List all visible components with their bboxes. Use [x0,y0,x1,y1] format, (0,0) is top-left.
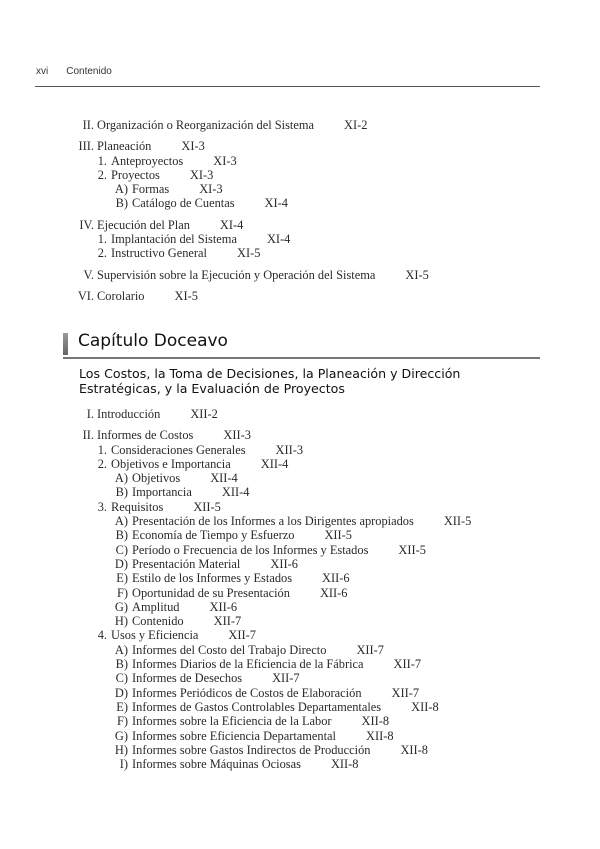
toc-entry[interactable] [0,514,600,528]
toc-entry-marker: C) [115,671,128,686]
toc-entry-page: XI-2 [344,118,368,132]
toc-entry-label: Oportunidad de su Presentación [132,585,290,600]
toc-entry[interactable] [0,586,600,600]
toc-entry-marker: A) [114,471,128,486]
toc-entry-marker: B) [115,485,128,500]
chapter-marker-bar [63,333,68,355]
toc-entry-label: Informes del Costo del Trabajo Directo [132,642,327,657]
toc-entry-label: Objetivos [132,471,181,486]
toc-entry-marker: II. [82,428,94,443]
toc-entry-label: Informes de Desechos [132,671,243,686]
chapter-title: Capítulo Doceavo [78,331,228,351]
toc-entry-page: XI-3 [189,167,214,182]
toc-entry[interactable] [0,168,600,182]
toc-entry-marker: E) [116,571,128,586]
toc-entry[interactable] [0,700,600,714]
toc-entry-label: Formas [132,182,170,197]
toc-entry[interactable] [0,196,600,210]
toc-entry-label: Supervisión sobre la Ejecución y Operación del Sistema [97,267,376,282]
toc-entry-page: XII-8 [330,757,359,772]
toc-entry-page: XII-5 [398,542,426,557]
toc-entry[interactable] [0,557,600,571]
toc-entry-label: Contenido [132,614,184,629]
toc-entry-label: Importancia [132,485,192,500]
toc-entry[interactable] [0,289,600,303]
toc-entry[interactable] [0,671,600,685]
toc-entry[interactable] [0,154,600,168]
toc-entry-text [132,657,421,671]
toc-entry-marker: B) [115,528,128,543]
toc-entry-marker: 1. [97,232,107,247]
toc-entry-label: Informes de Costos [97,428,194,443]
toc-entry-marker: 3. [97,499,107,514]
toc-entry-label: Informes sobre la Eficiencia de la Labor [132,714,332,729]
toc-entry-page: XII-5 [443,514,472,529]
toc-entry-marker: H) [114,742,128,757]
toc-entry-text [132,543,426,557]
toc-entry-text [111,443,303,457]
toc-entry[interactable] [0,471,600,485]
toc-entry-marker: B) [115,657,128,672]
toc-entry-text [132,571,350,585]
toc-entry-page: XII-6 [322,571,350,586]
toc-entry[interactable] [0,686,600,700]
toc-entry-page: XI-4 [266,232,291,247]
toc-entry[interactable] [0,543,600,557]
toc-entry-label: Anteproyectos [111,153,184,168]
toc-entry-label: Corolario [97,288,145,303]
toc-entry-marker: 1. [97,153,107,168]
toc-entry-page: XII-2 [190,407,218,421]
toc-entry-marker: D) [114,685,128,700]
toc-entry-text [132,514,471,528]
toc-entry[interactable] [0,182,600,196]
toc-entry-text [111,246,260,260]
toc-entry[interactable] [0,232,600,246]
toc-entry[interactable] [0,457,600,471]
toc-entry[interactable] [0,268,600,282]
toc-entry-text [132,614,241,628]
toc-entry-label: Usos y Eficiencia [111,628,199,643]
toc-entry[interactable] [0,428,600,442]
toc-entry[interactable] [0,643,600,657]
toc-entry[interactable] [0,628,600,642]
toc-entry-text [97,139,205,153]
toc-entry-label: Requisitos [111,499,164,514]
toc-entry-label: Catálogo de Cuentas [132,196,235,211]
toc-entry-text [111,232,290,246]
toc-entry-page: XII-8 [400,742,428,757]
toc-entry-page: XII-3 [223,428,251,443]
toc-entry-page: XII-7 [213,614,242,629]
toc-entry-text [111,628,256,642]
toc-entry-text [132,714,389,728]
toc-entry-marker: H) [114,614,128,629]
toc-entry-label: Objetivos e Importancia [111,456,231,471]
toc-entry-page: XII-7 [356,642,384,657]
toc-entry-label: Presentación de los Informes a los Dirigentes apropiados [132,514,414,529]
toc-entry-page: XI-3 [181,139,205,154]
toc-entry-marker: F) [116,714,128,729]
toc-entry-text [97,289,198,303]
toc-entry-page: XII-6 [209,599,238,614]
toc-entry-text [97,268,429,282]
toc-entry[interactable] [0,246,600,260]
toc-entry-marker: 2. [97,456,107,471]
toc-entry-marker: A) [114,514,128,529]
toc-entry-page: XII-8 [411,699,439,714]
toc-entry-marker: A) [114,642,128,657]
toc-entry[interactable] [0,500,600,514]
toc-entry[interactable] [0,443,600,457]
chapter-subtitle [79,366,519,396]
toc-entry-text [132,600,237,614]
toc-entry-label: Planeación [97,139,152,154]
toc-entry-label: Informes sobre Gastos Indirectos de Producción [132,742,371,757]
toc-entry-label: Organización o Reorganización del Sistema [97,118,314,132]
toc-entry-text [132,182,223,196]
toc-entry-page: XII-4 [260,456,289,471]
toc-entry-marker: IV. [79,217,94,232]
toc-entry-label: Introducción [97,407,161,421]
toc-entry-marker: 4. [97,628,107,643]
toc-entry-page: XII-6 [319,585,348,600]
toc-entry-marker: C) [115,542,128,557]
toc-entry-text [111,500,221,514]
toc-entry[interactable] [0,118,600,132]
toc-entry-page: XII-8 [361,714,390,729]
toc-entry-text [132,700,439,714]
toc-entry-page: XI-5 [174,288,198,303]
toc-entry-marker: I) [119,757,128,772]
toc-entry-marker: A) [114,182,128,197]
toc-entry-label: Informes sobre Máquinas Ociosas [132,757,301,772]
toc-entry-marker: F) [116,585,128,600]
page-number: xvi [36,66,49,77]
toc-entry-label: Informes de Gastos Controlables Departamentales [132,699,382,714]
section-name: Contenido [66,66,112,77]
toc-entry-marker: D) [114,556,128,571]
toc-entry-text [132,671,300,685]
toc-entry-text [132,528,352,542]
toc-entry-marker: V. [83,267,94,282]
toc-entry-marker: 2. [97,167,107,182]
toc-entry-page: XII-7 [393,657,422,672]
toc-entry[interactable] [0,757,600,771]
toc-entry-text [111,168,213,182]
toc-entry-marker: 2. [97,246,107,261]
toc-entry-page: XII-6 [270,556,298,571]
toc-entry-text [97,407,218,421]
toc-entry-text [132,557,298,571]
toc-entry-label: Estilo de los Informes y Estados [132,571,293,586]
toc-entry-label: Amplitud [132,599,180,614]
toc-entry-marker: E) [116,699,128,714]
toc-entry-text [132,686,419,700]
toc-entry[interactable] [0,600,600,614]
toc-entry-page: XII-8 [366,728,394,743]
toc-entry-label: Informes Diarios de la Eficiencia de la Fábrica [132,657,364,672]
toc-entry-label: Consideraciones Generales [111,442,246,457]
toc-entry-marker: I. [86,407,94,421]
toc-entry-text [132,485,249,499]
toc-entry-text [132,586,347,600]
toc-entry-text [111,154,237,168]
toc-entry-page: XII-7 [391,685,420,700]
toc-entry-text [132,471,238,485]
toc-entry[interactable] [0,407,600,421]
toc-entry-page: XII-4 [221,485,250,500]
toc-chapter-11 [0,118,600,303]
toc-entry-page: XII-7 [272,671,300,686]
toc-entry-marker: B) [115,196,128,211]
chapter-subtitle-line: Estratégicas, y la Evaluación de Proyectos [79,381,345,396]
toc-entry-marker: 1. [97,442,107,457]
toc-entry-label: Economía de Tiempo y Esfuerzo [132,528,295,543]
toc-entry-label: Implantación del Sistema [111,232,237,247]
toc-entry-page: XII-5 [193,499,221,514]
toc-entry[interactable] [0,714,600,728]
toc-entry-text [111,457,288,471]
toc-entry-label: Presentación Material [132,556,241,571]
toc-entry-text [132,743,428,757]
toc-entry-marker: II. [82,118,94,132]
toc-entry-text [97,218,243,232]
toc-entry-label: Instructivo General [111,246,207,261]
toc-entry-page: XII-5 [324,528,352,543]
running-header [36,66,130,77]
toc-entry-page: XI-4 [264,196,288,211]
toc-entry-marker: G) [114,599,128,614]
toc-entry-page: XII-3 [275,442,304,457]
toc-entry[interactable] [0,729,600,743]
toc-entry-text [132,643,384,657]
toc-entry-marker: G) [114,728,128,743]
toc-entry[interactable] [0,528,600,542]
toc-entry-text [132,729,394,743]
toc-entry[interactable] [0,743,600,757]
toc-entry[interactable] [0,485,600,499]
toc-entry[interactable] [0,657,600,671]
toc-entry-text [97,118,367,132]
toc-entry-text [132,757,359,771]
toc-entry-page: XI-4 [219,217,244,232]
toc-entry[interactable] [0,218,600,232]
toc-entry-label: Proyectos [111,167,160,182]
toc-entry[interactable] [0,614,600,628]
toc-entry-page: XII-7 [228,628,256,643]
header-rule [35,86,540,87]
toc-entry-label: Informes Periódicos de Costos de Elaboración [132,685,362,700]
toc-entry-marker: III. [78,139,94,154]
toc-entry[interactable] [0,139,600,153]
toc-entry-label: Período o Frecuencia de los Informes y Estados [132,542,369,557]
toc-entry-page: XI-5 [237,246,261,261]
toc-entry-page: XI-5 [405,267,429,282]
toc-entry-text [132,196,288,210]
toc-entry-label: Informes sobre Eficiencia Departamental [132,728,337,743]
chapter-subtitle-line: Los Costos, la Toma de Decisiones, la Planeación y Dirección [79,366,461,381]
toc-chapter-12 [0,407,600,771]
toc-entry-page: XII-4 [210,471,238,486]
toc-entry-marker: VI. [77,288,94,303]
toc-entry-text [97,428,251,442]
toc-entry-page: XI-3 [199,182,223,197]
chapter-rule [63,357,540,359]
toc-entry-page: XI-3 [213,153,237,168]
toc-entry-label: Ejecución del Plan [97,217,190,232]
toc-entry[interactable] [0,571,600,585]
